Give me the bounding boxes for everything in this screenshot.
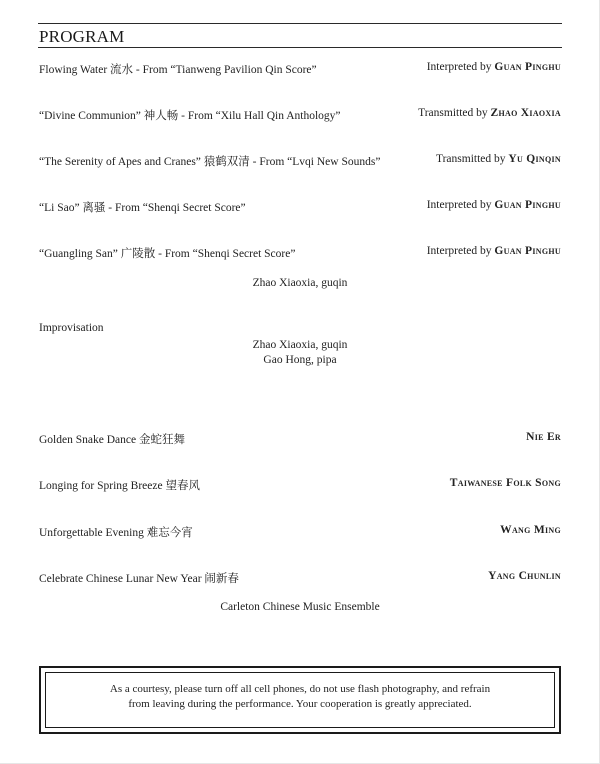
credit-name: Guan Pinghu bbox=[494, 199, 561, 211]
notice-line: from leaving during the performance. Your cooperation is greatly appreciated. bbox=[128, 698, 472, 710]
notice-line: As a courtesy, please turn off all cell phones, do not use flash photography, and refrain bbox=[109, 683, 491, 695]
composer-name: Taiwanese Folk Song bbox=[449, 477, 561, 489]
piece-credit bbox=[427, 61, 561, 73]
credit-role: Interpreted by bbox=[426, 199, 495, 211]
top-rule bbox=[38, 23, 562, 24]
credit-role: Interpreted by bbox=[426, 61, 495, 73]
performer-credit: Zhao Xiaoxia, guqin bbox=[252, 277, 348, 289]
composer-name: Yang Chunlin bbox=[488, 570, 561, 582]
piece-credit bbox=[418, 107, 561, 119]
composer-name: Nie Er bbox=[526, 431, 561, 443]
piece-title: “Li Sao” 离骚 - From “Shenqi Secret Score” bbox=[39, 202, 246, 214]
piece-credit bbox=[427, 199, 561, 211]
piece-credit bbox=[436, 153, 561, 165]
credit-role: Transmitted by bbox=[435, 153, 509, 165]
performer-credit: Zhao Xiaoxia, guqin bbox=[252, 339, 348, 351]
piece-credit bbox=[427, 245, 561, 257]
ensemble-piece-title: Celebrate Chinese Lunar New Year 闹新春 bbox=[39, 573, 239, 585]
piece-title: “The Serenity of Apes and Cranes” 猿鹤双清 - From “Lvqi New Sounds” bbox=[39, 156, 381, 168]
improvisation-title: Improvisation bbox=[39, 322, 104, 334]
program-heading: PROGRAM bbox=[39, 27, 125, 46]
heading-rule bbox=[38, 47, 562, 48]
ensemble-piece-title: Golden Snake Dance 金蛇狂舞 bbox=[39, 434, 185, 446]
ensemble-credit: Carleton Chinese Music Ensemble bbox=[220, 601, 380, 613]
courtesy-notice-box bbox=[39, 666, 561, 734]
credit-role: Interpreted by bbox=[426, 245, 495, 257]
credit-name: Yu Qinqin bbox=[508, 153, 561, 165]
composer-name: Wang Ming bbox=[500, 524, 561, 536]
piece-title: Flowing Water 流水 - From “Tianweng Pavilion Qin Score” bbox=[39, 64, 317, 76]
credit-role: Transmitted by bbox=[418, 107, 491, 119]
credit-name: Zhao Xiaoxia bbox=[490, 107, 561, 119]
piece-title: “Guangling San” 广陵散 - From “Shenqi Secret Score” bbox=[39, 248, 296, 260]
courtesy-notice-text bbox=[41, 682, 559, 712]
credit-name: Guan Pinghu bbox=[494, 61, 561, 73]
piece-title: “Divine Communion” 神人畅 - From “Xilu Hall Qin Anthology” bbox=[39, 110, 341, 122]
ensemble-piece-title: Unforgettable Evening 难忘今宵 bbox=[39, 527, 193, 539]
credit-name: Guan Pinghu bbox=[494, 245, 561, 257]
ensemble-piece-title: Longing for Spring Breeze 望春风 bbox=[39, 480, 200, 492]
performer-credit: Gao Hong, pipa bbox=[263, 354, 337, 366]
